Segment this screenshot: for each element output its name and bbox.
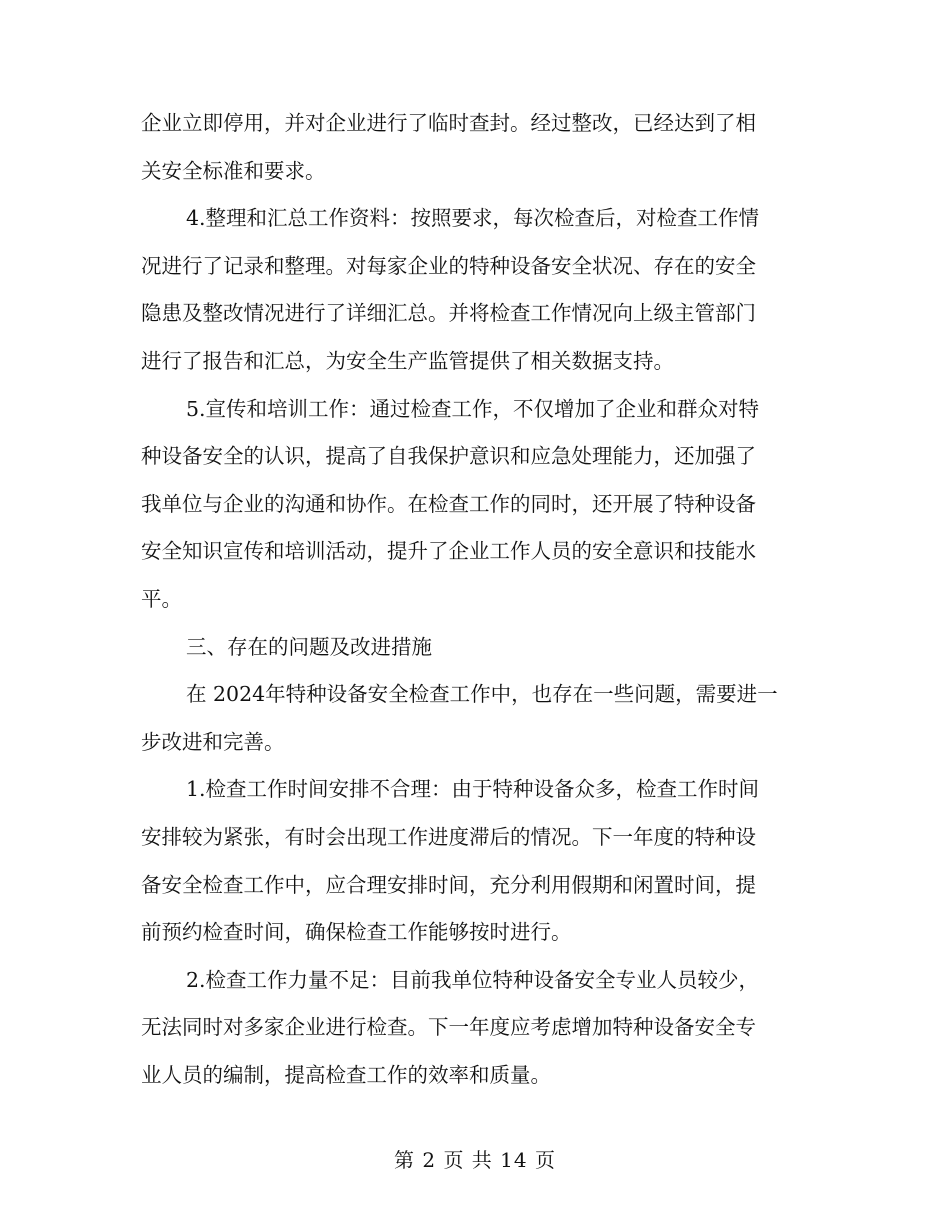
text-line: 备安全检查工作中，应合理安排时间，充分利用假期和闲置时间，提: [141, 872, 756, 897]
text-line: 2.检查工作力量不足：目前我单位特种设备安全专业人员较少，: [186, 967, 760, 992]
text-line: 4.整理和汇总工作资料：按照要求，每次检查后，对检查工作情: [186, 206, 760, 231]
text-line: 进行了报告和汇总，为安全生产监管提供了相关数据支持。: [141, 348, 674, 373]
document-body: [141, 100, 813, 1099]
text-line: 平。: [141, 586, 182, 611]
text-line: 企业立即停用，并对企业进行了临时查封。经过整改，已经达到了相: [141, 111, 756, 135]
text-line: 关安全标准和要求。: [141, 158, 326, 183]
text-line: 隐患及整改情况进行了详细汇总。并将检查工作情况向上级主管部门: [141, 301, 756, 326]
text-line: 1.检查工作时间安排不合理：由于特种设备众多，检查工作时间: [186, 777, 760, 802]
text-line: 业人员的编制，提高检查工作的效率和质量。: [141, 1062, 551, 1087]
text-line: 步改进和完善。: [141, 729, 285, 754]
text-line: 安全知识宣传和培训活动，提升了企业工作人员的安全意识和技能水: [141, 539, 756, 564]
text-line: 安排较为紧张，有时会出现工作进度滞后的情况。下一年度的特种设: [141, 824, 756, 849]
section-heading: 三、存在的问题及改进措施: [186, 634, 432, 659]
text-line: 前预约检查时间，确保检查工作能够按时进行。: [141, 920, 572, 945]
text-line: 5.宣传和培训工作：通过检查工作，不仅增加了企业和群众对特: [186, 396, 760, 421]
text-line: 我单位与企业的沟通和协作。在检查工作的同时，还开展了特种设备: [141, 491, 756, 516]
text-line: 况进行了记录和整理。对每家企业的特种设备安全状况、存在的安全: [141, 253, 756, 278]
text-line: 种设备安全的认识，提高了自我保护意识和应急处理能力，还加强了: [141, 444, 756, 469]
page-footer: 第 2 页 共 14 页: [394, 1148, 556, 1172]
text-line: 无法同时对多家企业进行检查。下一年度应考虑增加特种设备安全专: [141, 1015, 756, 1040]
text-line: 在 2024年特种设备安全检查工作中，也存在一些问题，需要进一: [186, 682, 778, 707]
